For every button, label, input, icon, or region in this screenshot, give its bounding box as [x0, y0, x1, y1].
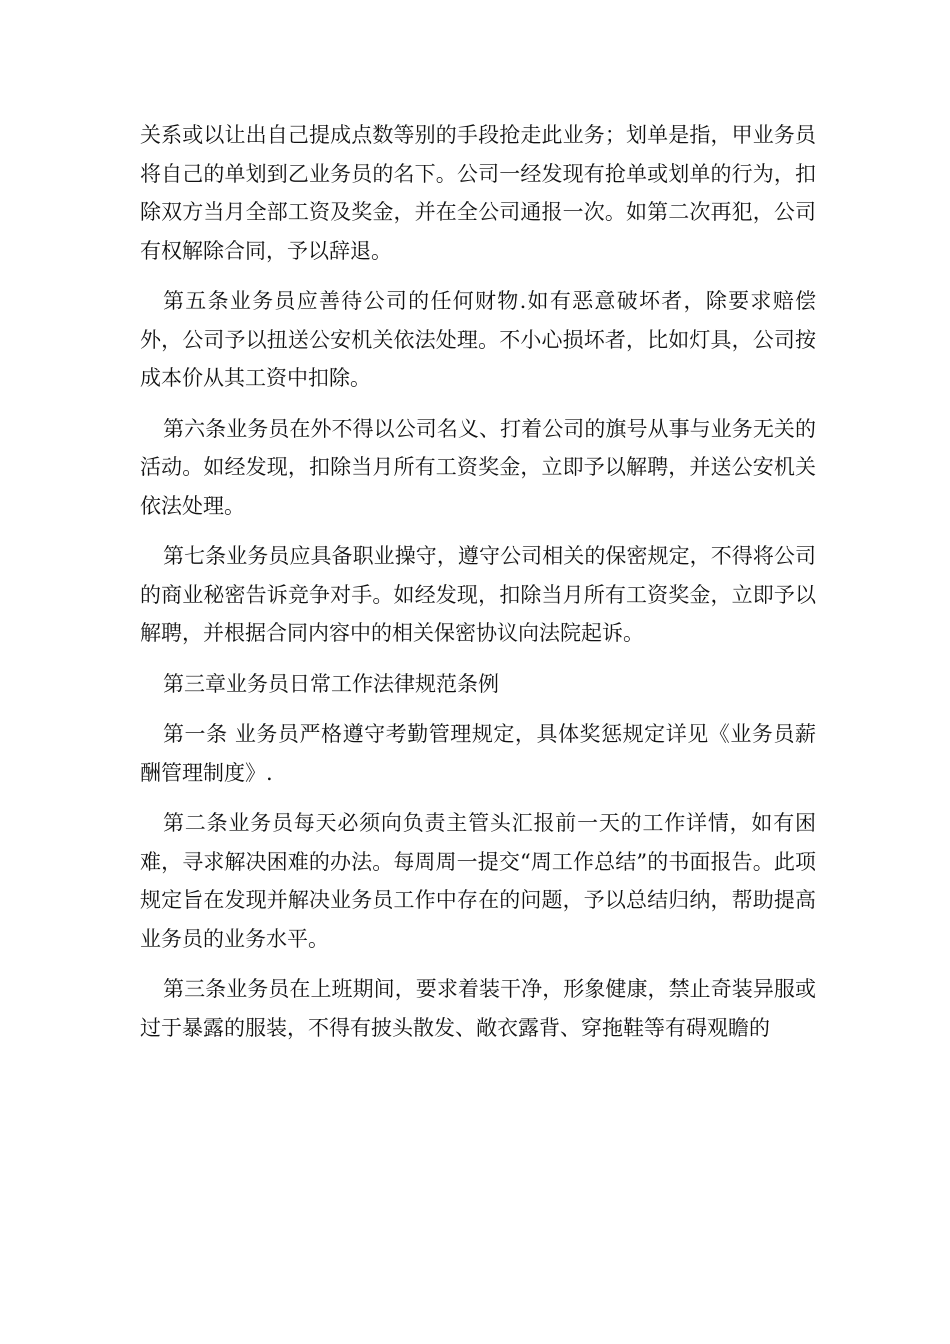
paragraph-continued-article-4: 关系或以让出自己提成点数等别的手段抢走此业务；划单是指，甲业务员将自己的单划到乙业务员的名下。公司一经发现有抢单或划单的行为，扣除双方当月全部工资及奖金，并在全公司通报一次。如第二次再犯，公司有权解除合同，予以辞退。 — [140, 123, 816, 263]
paragraph-chapter3-article-2: 第二条业务员每天必须向负责主管头汇报前一天的工作详情，如有困难，寻求解决困难的办法。每周周一提交“周工作总结”的书面报告。此项规定旨在发现并解决业务员工作中存在的问题，予以总结归纳，帮助提高业务员的业务水平。 — [140, 811, 816, 951]
paragraph-article-5: 第五条业务员应善待公司的任何财物.如有恶意破坏者，除要求赔偿外，公司予以扭送公安机关依法处理。不小心损坏者，比如灯具，公司按成本价从其工资中扣除。 — [140, 289, 816, 390]
paragraph-article-6: 第六条业务员在外不得以公司名义、打着公司的旗号从事与业务无关的活动。如经发现，扣除当月所有工资奖金，立即予以解聘，并送公安机关依法处理。 — [140, 416, 816, 518]
paragraph-chapter3-article-1: 第一条 业务员严格遵守考勤管理规定，具体奖惩规定详见《业务员薪酬管理制度》. — [140, 722, 816, 785]
document-body — [140, 116, 816, 1059]
paragraph-article-7: 第七条业务员应具备职业操守，遵守公司相关的保密规定，不得将公司的商业秘密告诉竞争对手。如经发现，扣除当月所有工资奖金，立即予以解聘，并根据合同内容中的相关保密协议向法院起诉。 — [140, 544, 816, 645]
chapter-3-heading: 第三章业务员日常工作法律规范条例 — [163, 671, 499, 696]
paragraph-chapter3-article-3: 第三条业务员在上班期间，要求着装干净，形象健康，禁止奇装异服或过于暴露的服装，不得有披头散发、敞衣露背、穿拖鞋等有碍观瞻的 — [140, 977, 816, 1040]
